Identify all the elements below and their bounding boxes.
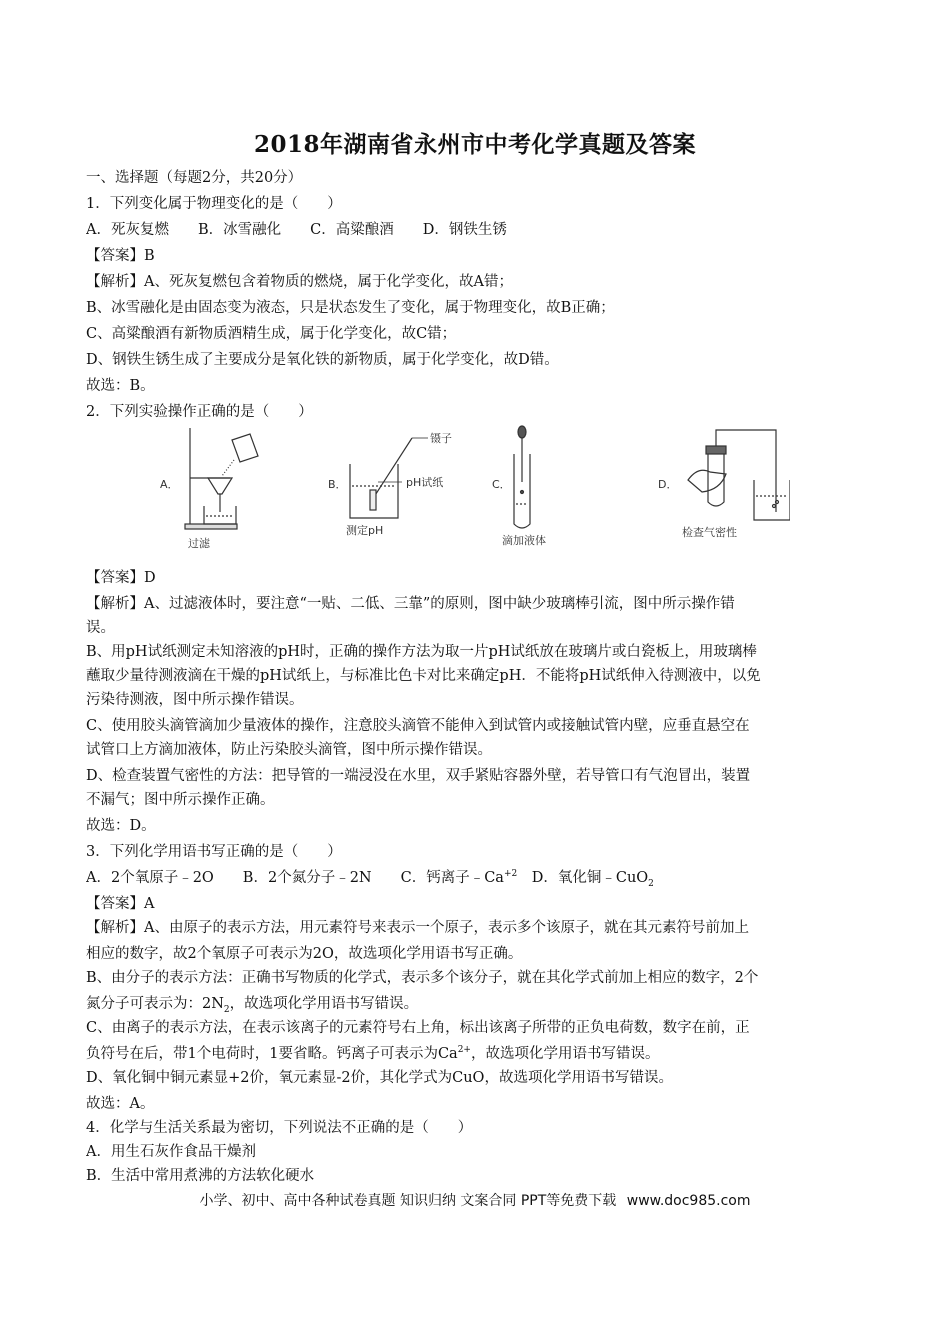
- figure-a-caption: 过滤: [188, 537, 210, 550]
- footer-url[interactable]: www.doc985.com: [626, 1193, 751, 1209]
- q3-analysis-a-cont: 相应的数字，故2个氧原子可表示为2O，故选项化学用语书写正确。: [86, 946, 523, 962]
- q3-option-d-subscript: 2: [648, 878, 654, 889]
- q1-analysis-d: D、钢铁生锈生成了主要成分是氧化铁的新物质，属于化学变化，故D错。: [86, 352, 559, 368]
- dropper-apparatus: [514, 426, 530, 528]
- q4-option-b: B．生活中常用煮沸的方法软化硬水: [86, 1168, 315, 1184]
- q4-stem: 4．化学与生活关系最为密切，下列说法不正确的是（ ）: [86, 1120, 473, 1136]
- q1-analysis-b: B、冰雪融化是由固态变为液态，只是状态发生了变化，属于物理变化，故B正确；: [86, 300, 615, 316]
- q3-option-c-charge: +2: [503, 869, 518, 880]
- figure-c-caption: 滴加液体: [502, 534, 546, 547]
- q2-stem: 2．下列实验操作正确的是（ ）: [86, 404, 313, 420]
- figure-b-caption: 测定pH: [346, 524, 384, 537]
- figure-d-caption: 检查气密性: [682, 526, 737, 539]
- q3-analysis-b-post: ，故选项化学用语书写错误。: [229, 996, 419, 1012]
- q4-option-a: A．用生石灰作食品干燥剂: [86, 1144, 256, 1160]
- page-footer: [0, 1190, 950, 1210]
- figure-b-tweezers-label: 镊子: [430, 432, 452, 445]
- q1-stem: 1．下列变化属于物理变化的是（ ）: [86, 196, 342, 212]
- q2-answer: 【答案】D: [86, 570, 156, 586]
- figure-a-letter: A．: [160, 478, 179, 491]
- document-title: 2018年湖南省永州市中考化学真题及答案: [253, 131, 696, 158]
- q3-analysis-c-cont: [86, 1041, 866, 1067]
- q1-analysis-a: 【解析】A、死灰复燃包含着物质的燃烧，属于化学变化，故A错；: [86, 274, 513, 290]
- q3-analysis-c-pre: 负符号在后，带1个电荷时，1要省略。钙离子可表示为Ca: [86, 1046, 458, 1062]
- figure-b-paper-label: pH试纸: [406, 476, 444, 489]
- q1-options: A．死灰复燃 B．冰雪融化 C．高粱酿酒 D．钢铁生锈: [86, 222, 507, 238]
- lab-operations-figure: [150, 420, 790, 560]
- q1-answer: 【答案】B: [86, 248, 155, 264]
- filtration-apparatus: [185, 428, 258, 529]
- q2-analysis-b-cont: 蘸取少量待测液滴在干燥的pH试纸上，与标准比色卡对比来确定pH．不能将pH试纸伸入待测液中，以免: [86, 668, 761, 684]
- section-heading: 一、选择题（每题2分，共20分）: [86, 170, 303, 186]
- q3-analysis-b-cont: [86, 991, 866, 1017]
- figure-c-letter: C．: [492, 478, 511, 491]
- figure-d-letter: D．: [658, 478, 678, 491]
- q3-analysis-b: B、由分子的表示方法：正确书写物质的化学式，表示多个该分子，就在其化学式前加上相应的数字，2个: [86, 970, 759, 986]
- q3-analysis-b-pre: 氮分子可表示为：2N: [86, 996, 224, 1012]
- q1-choice: 故选：B。: [86, 378, 155, 394]
- q2-analysis-c: C、使用胶头滴管滴加少量液体的操作，注意胶头滴管不能伸入到试管内或接触试管内壁，应垂直悬空在: [86, 718, 750, 734]
- airtightness-apparatus: [688, 430, 790, 520]
- q3-analysis-c: C、由离子的表示方法，在表示该离子的元素符号右上角，标出该离子所带的正负电荷数，数字在前，正: [86, 1020, 750, 1036]
- q3-analysis-c-post: ，故选项化学用语书写错误。: [470, 1046, 660, 1062]
- q3-stem: 3．下列化学用语书写正确的是（ ）: [86, 844, 342, 860]
- q2-analysis-b: B、用pH试纸测定未知溶液的pH时，正确的操作方法为取一片pH试纸放在玻璃片或白瓷板上，用玻璃棒: [86, 644, 757, 660]
- q2-choice: 故选：D。: [86, 818, 156, 834]
- q3-answer: 【答案】A: [86, 896, 155, 912]
- q3-analysis-a: 【解析】A、由原子的表示方法，用元素符号来表示一个原子，表示多个该原子，就在其元素符号前加上: [86, 920, 749, 936]
- q3-analysis-c-charge: 2+: [457, 1045, 471, 1056]
- q3-options-abc: A．2个氧原子﹣2O B．2个氮分子﹣2N C．钙离子﹣Ca: [86, 870, 504, 886]
- q2-analysis-d-cont: 不漏气；图中所示操作正确。: [86, 792, 275, 808]
- q2-analysis-d: D、检查装置气密性的方法：把导管的一端浸没在水里，双手紧贴容器外壁，若导管口有气泡冒出，装置: [86, 768, 751, 784]
- q2-analysis-a: 【解析】A、过滤液体时，要注意“一贴、二低、三靠”的原则，图中缺少玻璃棒引流，图中所示操作错: [86, 596, 735, 612]
- q1-analysis-c: C、高粱酿酒有新物质酒精生成，属于化学变化，故C错；: [86, 326, 457, 342]
- q2-analysis-b-cont2: 污染待测液，图中所示操作错误。: [86, 692, 304, 708]
- q3-options: [86, 865, 866, 891]
- footer-text: 小学、初中、高中各种试卷真题 知识归纳 文案合同 PPT等免费下载: [199, 1193, 617, 1209]
- q3-analysis-b-subscript: 2: [223, 1004, 230, 1015]
- q2-analysis-a-cont: 误。: [86, 620, 115, 636]
- q2-analysis-c-cont: 试管口上方滴加液体，防止污染胶头滴管，图中所示操作错误。: [86, 742, 492, 758]
- q3-analysis-d: D、氧化铜中铜元素显+2价，氧元素显-2价，其化学式为CuO，故选项化学用语书写错误。: [86, 1070, 673, 1086]
- q3-choice: 故选：A。: [86, 1096, 155, 1112]
- q3-option-d: D．氧化铜﹣CuO: [517, 870, 649, 886]
- figure-b-letter: B．: [328, 478, 347, 491]
